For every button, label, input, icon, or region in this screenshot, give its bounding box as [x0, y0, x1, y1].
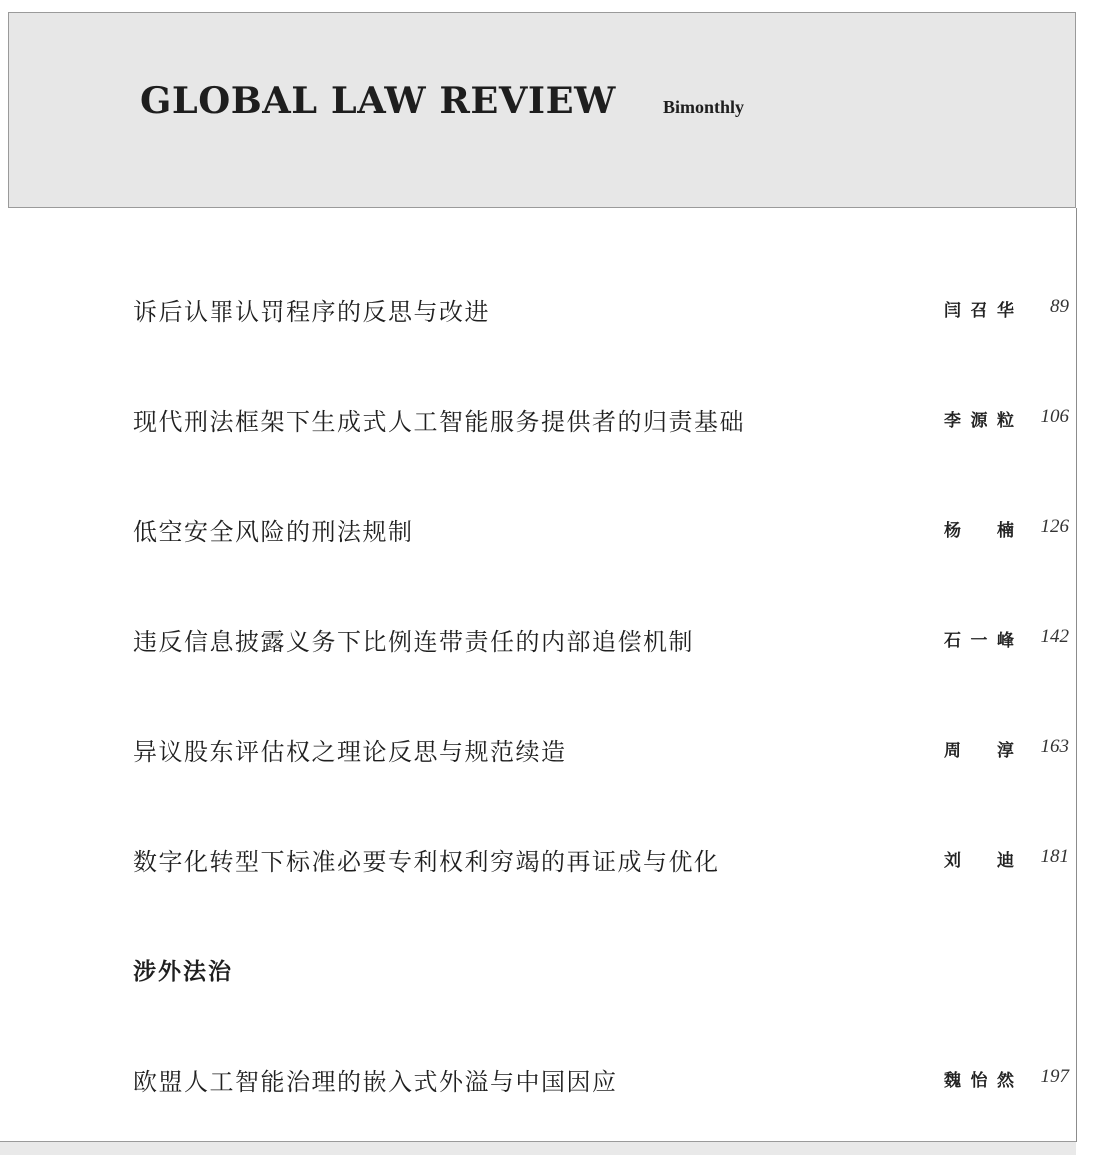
footer-strip [0, 1141, 1076, 1155]
article-author: 魏怡然 [944, 1071, 1014, 1091]
article-title[interactable]: 违反信息披露义务下比例连带责任的内部追偿机制 [133, 628, 694, 656]
article-title[interactable]: 低空安全风险的刑法规制 [133, 518, 414, 546]
article-author: 周 淳 [944, 741, 1014, 761]
page-number: 197 [1040, 1066, 1069, 1087]
article-author: 刘 迪 [944, 851, 1014, 871]
page-number: 126 [1040, 516, 1069, 537]
article-title[interactable]: 欧盟人工智能治理的嵌入式外溢与中国因应 [133, 1068, 618, 1096]
article-author: 李源粒 [944, 411, 1014, 431]
article-title[interactable]: 诉后认罪认罚程序的反思与改进 [133, 298, 490, 326]
page-number: 163 [1040, 736, 1069, 757]
article-author: 杨 楠 [944, 521, 1014, 541]
page-number: 142 [1040, 626, 1069, 647]
page-number: 89 [1050, 296, 1069, 317]
article-author: 石一峰 [944, 631, 1014, 651]
toc-entry[interactable] [133, 402, 1073, 442]
toc-entry[interactable] [133, 732, 1073, 772]
toc-entry[interactable] [133, 842, 1073, 882]
article-title[interactable]: 现代刑法框架下生成式人工智能服务提供者的归责基础 [133, 408, 745, 436]
section-heading: 涉外法治 [133, 959, 233, 985]
toc-entry[interactable] [133, 292, 1073, 332]
right-border-rule [1076, 208, 1077, 1142]
page-number: 181 [1040, 846, 1069, 867]
journal-title: GLOBAL LAW REVIEW [140, 80, 616, 122]
journal-frequency: Bimonthly [663, 97, 745, 117]
toc-entry[interactable] [133, 1062, 1073, 1102]
toc-entry[interactable] [133, 512, 1073, 552]
article-author: 闫召华 [944, 301, 1014, 321]
article-title[interactable]: 数字化转型下标准必要专利权利穷竭的再证成与优化 [133, 848, 720, 876]
article-title[interactable]: 异议股东评估权之理论反思与规范续造 [133, 738, 567, 766]
page-number: 106 [1040, 406, 1069, 427]
toc-entry[interactable] [133, 622, 1073, 662]
